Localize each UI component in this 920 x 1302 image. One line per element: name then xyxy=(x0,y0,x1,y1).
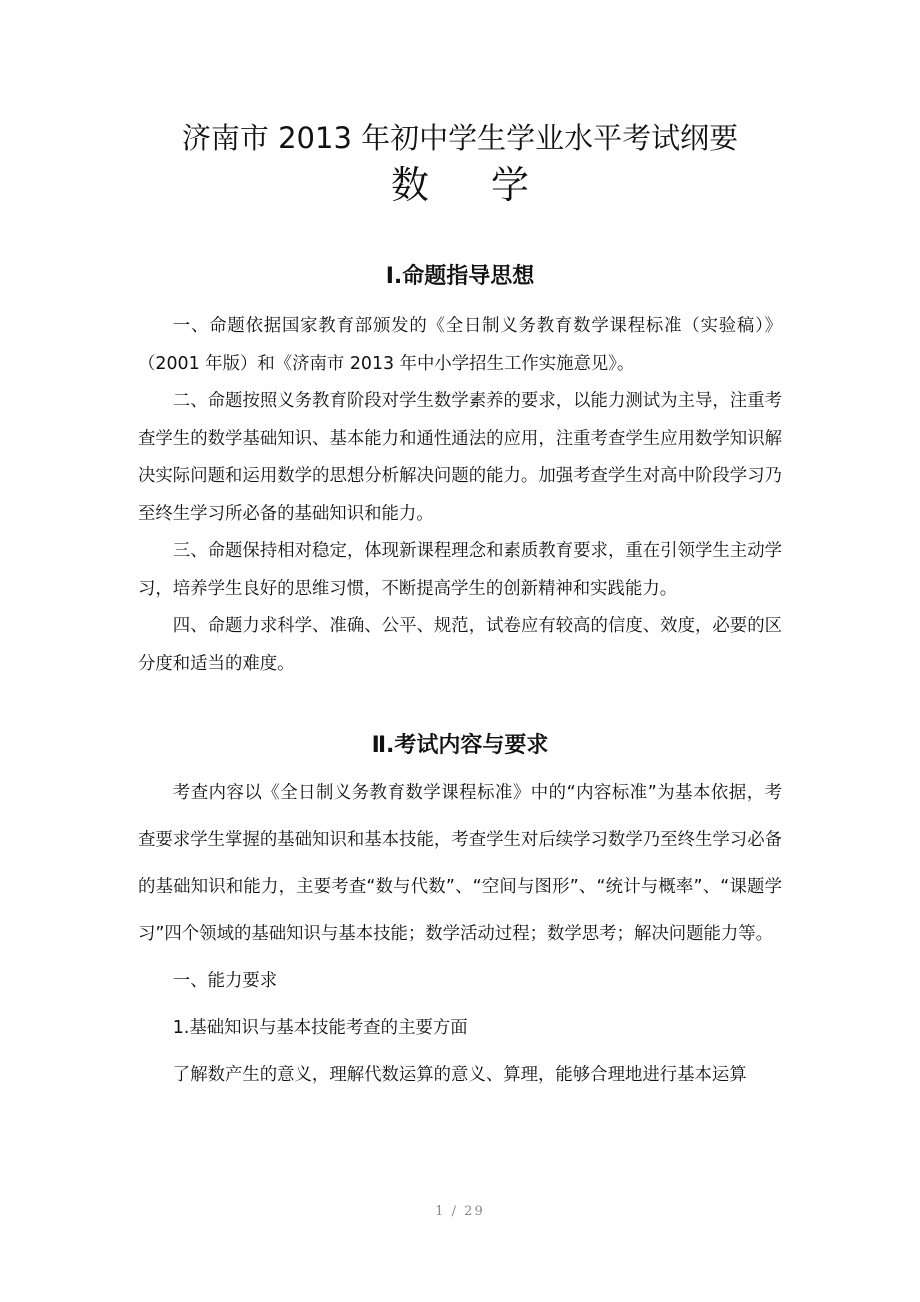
subject-title-char-2: 学 xyxy=(491,163,530,207)
subject-title-char-1: 数 xyxy=(390,163,429,207)
section-2-heading: Ⅱ.考试内容与要求 xyxy=(371,733,549,758)
subject-title xyxy=(0,160,920,210)
paragraph: 考查内容以《全日制义务教育数学课程标准》中的“内容标准”为基本依据，考查要求学生掌握的基础知识和基本技能，考查学生对后续学习数学乃至终生学习必备的基础知识和能力，主要考查“数与代数”、“空间与图形”、“统计与概率”、“课题学习”四个领域的基础知识与基本技能；数学活动过程；数学思考；解决问题能力等。 xyxy=(138,783,782,944)
section-1-body xyxy=(138,308,782,683)
page-indicator: 1 / 29 xyxy=(435,1204,485,1219)
item-title: 1.基础知识与基本技能考查的主要方面 xyxy=(172,1018,468,1038)
paragraph: 一、命题依据国家教育部颁发的《全日制义务教育数学课程标准（实验稿）》（2001 年版）和《济南市 2013 年中小学招生工作实施意见》。 xyxy=(138,316,782,374)
subheading: 一、能力要求 xyxy=(172,971,278,991)
paragraph: 三、命题保持相对稳定，体现新课程理念和素质教育要求，重在引领学生主动学习，培养学生良好的思维习惯，不断提高学生的创新精神和实践能力。 xyxy=(138,541,782,599)
document-title: 济南市 2013 年初中学生学业水平考试纲要 xyxy=(181,121,739,155)
paragraph: 四、命题力求科学、准确、公平、规范，试卷应有较高的信度、效度，必要的区分度和适当的难度。 xyxy=(138,616,782,674)
section-2-body xyxy=(138,770,782,1099)
paragraph: 了解数产生的意义，理解代数运算的意义、算理，能够合理地进行基本运算 xyxy=(172,1065,747,1085)
section-1-heading: Ⅰ.命题指导思想 xyxy=(385,264,535,289)
paragraph: 二、命题按照义务教育阶段对学生数学素养的要求，以能力测试为主导，注重考查学生的数学基础知识、基本能力和通性通法的应用，注重考查学生应用数学知识解决实际问题和运用数学的思想分析解决问题的能力。加强考查学生对高中阶段学习乃至终生学习所必备的基础知识和能力。 xyxy=(138,391,782,524)
